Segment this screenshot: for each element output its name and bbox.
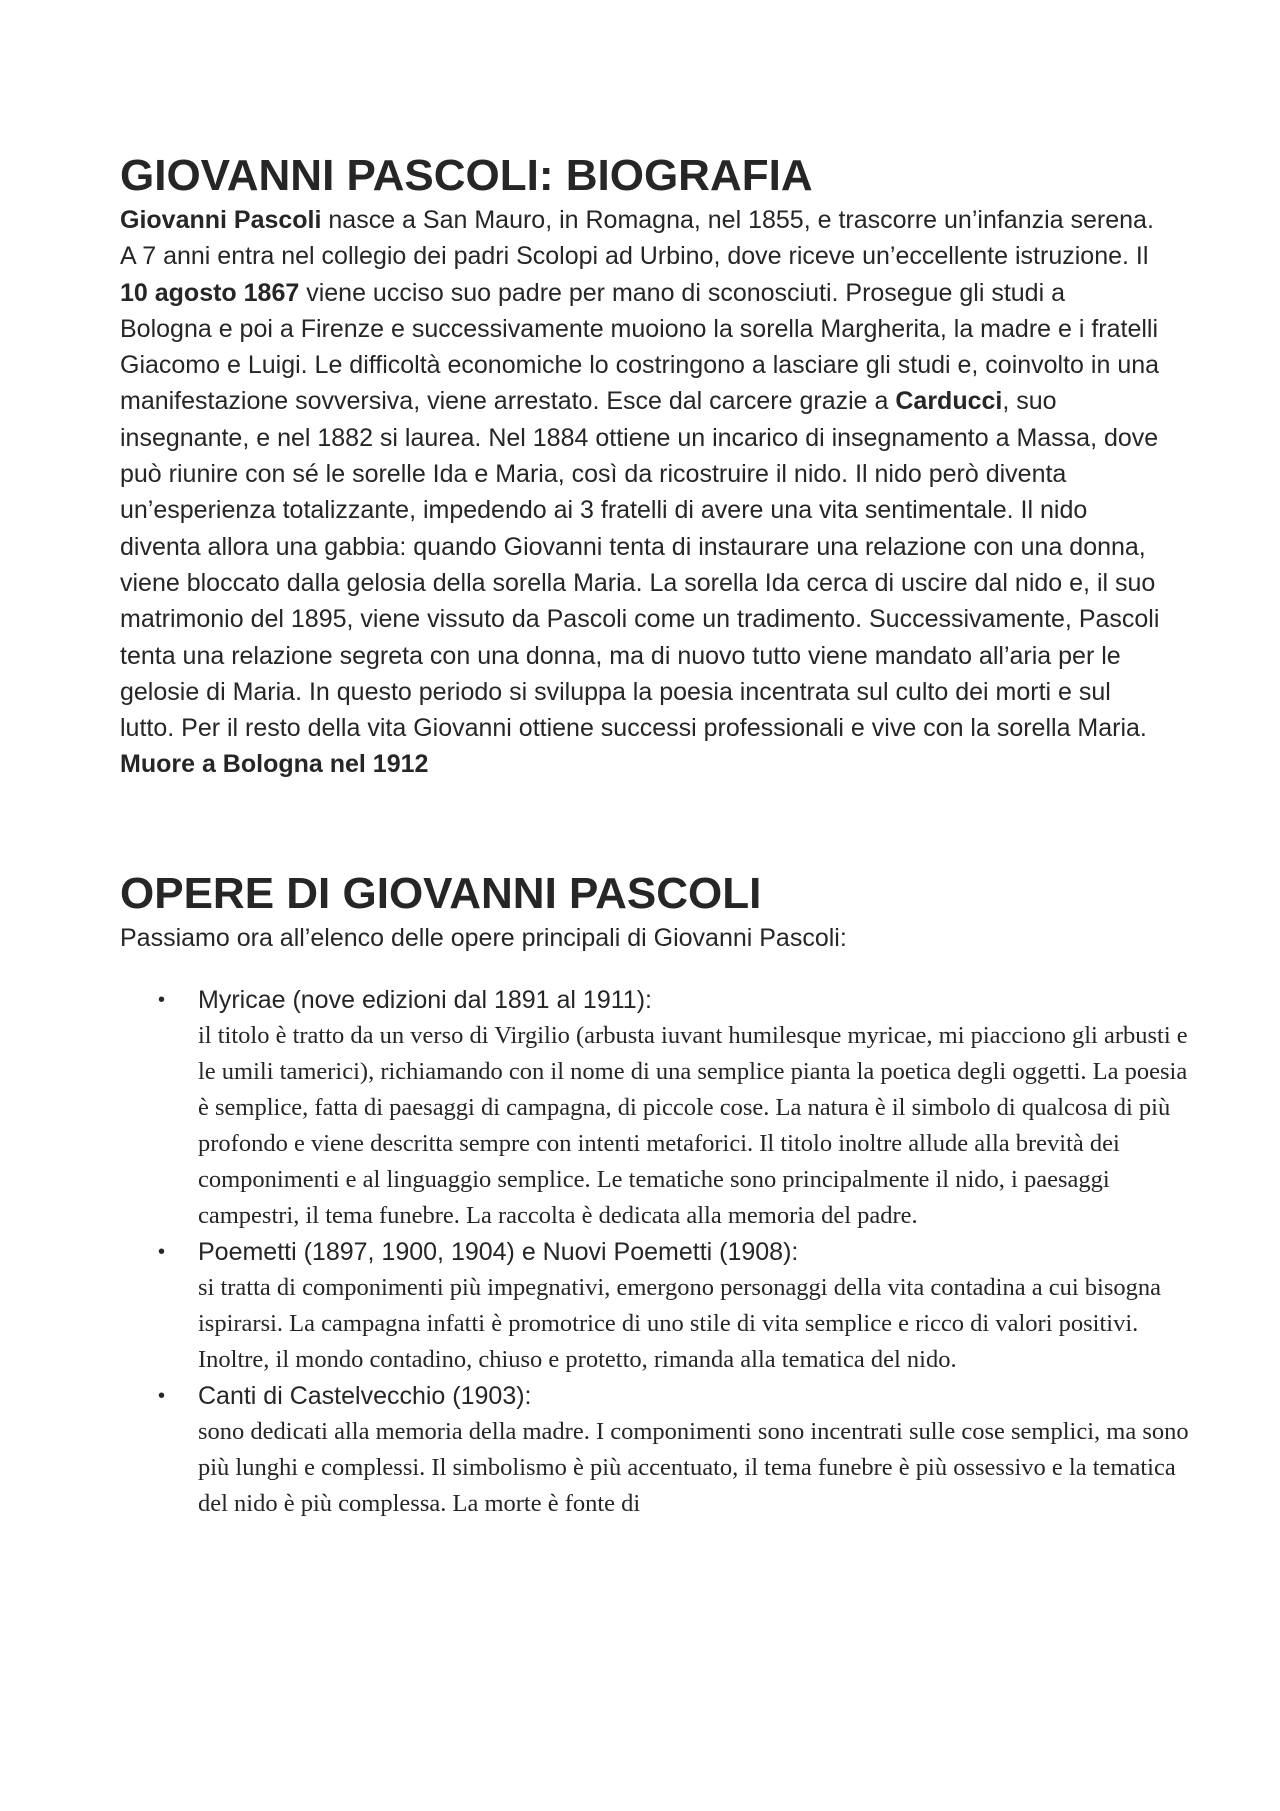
work-desc-myricae: il titolo è tratto da un verso di Virgilio (arbusta iuvant humilesque myricae, mi piacciono gli arbusti e le umili tamerici), richiamando con il nome di una semplice pianta la poetica degli oggetti. La poesia è semplice, fatta di paesaggi di campagna, di piccole cose. La natura è il simbolo di qualcosa di più profondo e viene descritta sempre con intenti metaforici. Il titolo inoltre allude alla brevità dei componimenti e al linguaggio semplice. Le tematiche sono principalmente il nido, i paesaggi campestri, il tema funebre. La raccolta è dedicata alla memoria del padre. xyxy=(198,1021,1188,1229)
list-item xyxy=(120,1234,1170,1378)
biography-heading: GIOVANNI PASCOLI: BIOGRAFIA xyxy=(120,151,813,200)
bullet-icon: • xyxy=(158,1240,166,1263)
work-desc-poemetti: si tratta di componimenti più impegnativi, emergono personaggi della vita contadina a cui bisogna ispirarsi. La campagna infatti è promotrice di uno stile di vita semplice e ricco di valori positivi. Inoltre, il mondo contadino, chiuso e protetto, rimanda alla tematica del nido. xyxy=(198,1273,1161,1373)
work-desc-canti: sono dedicati alla memoria della madre. I componimenti sono incentrati sulle cose semplici, ma sono più lunghi e complessi. Il simbolismo è più accentuato, il tema funebre è più ossessivo e la tematica del nido è più complessa. La morte è fonte di xyxy=(198,1417,1189,1517)
bio-bold-date: 10 agosto 1867 xyxy=(120,278,300,307)
work-title-myricae: Myricae (nove edizioni dal 1891 al 1911): xyxy=(198,985,652,1014)
works-list xyxy=(120,982,1189,1522)
document-page xyxy=(120,150,1189,1522)
bullet-icon: • xyxy=(158,1384,166,1407)
bio-bold-name: Giovanni Pascoli xyxy=(120,206,322,234)
work-title-canti: Canti di Castelvecchio (1903): xyxy=(198,1381,532,1410)
list-item xyxy=(120,982,1188,1234)
bio-text-3: , suo insegnante, e nel 1882 si laurea. Nel 1884 ottiene un incarico di insegnamento a Massa, dove può riunire con sé le sorelle Ida e Maria, così da ricostruire il nido. Il nido però diventa un’esperienza totalizzante, impedendo ai 3 fratelli di avere una vita sentimentale. Il nido diventa allora una gabbia: quando Giovanni tenta di instaurare una relazione con una donna, viene bloccato dalla gelosia della sorella Maria. La sorella Ida cerca di uscire dal nido e, il suo matrimonio del 1895, viene vissuto da Pascoli come un tradimento. Successivamente, Pascoli tenta una relazione segreta con una donna, ma di nuovo tutto viene mandato all’aria per le gelosie di Maria. In questo periodo si sviluppa la poesia incentrata sul culto dei morti e sul lutto. Per il resto della vita Giovanni ottiene successi professionali e vive con la sorella Maria. xyxy=(120,387,1160,743)
bullet-icon: • xyxy=(158,988,166,1011)
works-heading: OPERE DI GIOVANNI PASCOLI xyxy=(120,868,762,918)
biography-paragraph xyxy=(120,202,1160,783)
bio-text-2: viene ucciso suo padre per mano di sconosciuti. Prosegue gli studi a Bologna e poi a Firenze e successivamente muoiono la sorella Margherita, la madre e i fratelli Giacomo e Luigi. Le difficoltà economiche lo costringono a lasciare gli studi e, coinvolto in una manifestazione sovversiva, viene arrestato. Esce dal carcere grazie a xyxy=(120,278,1160,416)
list-item xyxy=(120,1378,1189,1522)
bio-bold-carducci: Carducci xyxy=(895,387,1003,416)
bio-bold-death: Muore a Bologna nel 1912 xyxy=(120,750,429,779)
bio-text-1: nasce a San Mauro, in Romagna, nel 1855, e trascorre un’infanzia serena. A 7 anni entra nel collegio dei padri Scolopi ad Urbino, dove riceve un’eccellente istruzione. Il xyxy=(120,206,1154,271)
works-intro: Passiamo ora all’elenco delle opere principali di Giovanni Pascoli: xyxy=(120,923,847,952)
work-title-poemetti: Poemetti (1897, 1900, 1904) e Nuovi Poemetti (1908): xyxy=(198,1237,799,1266)
